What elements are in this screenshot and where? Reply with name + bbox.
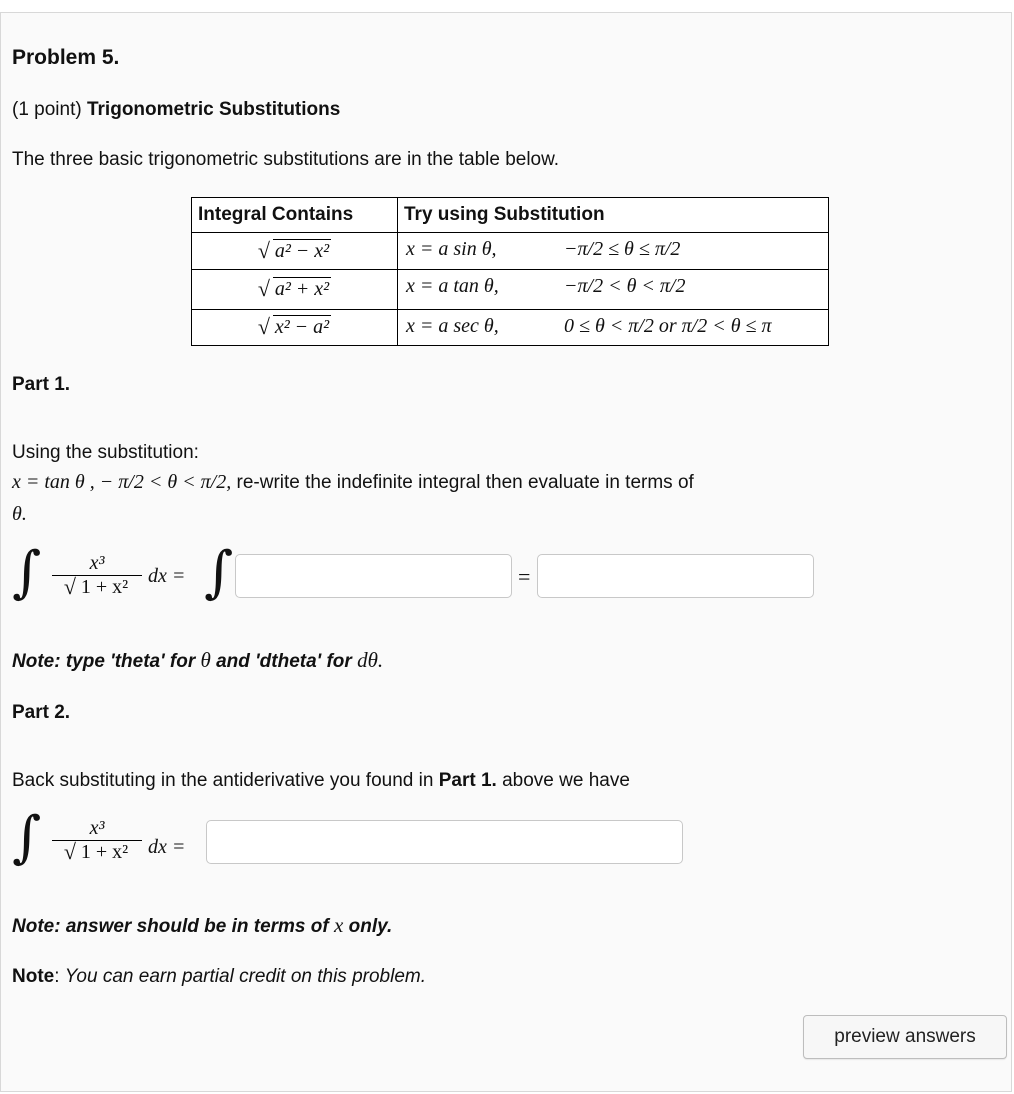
- footer-note-label: Note: [12, 966, 55, 987]
- substitution-expression: x = a sec θ,: [406, 315, 499, 337]
- part2-note: [12, 913, 392, 938]
- contains-cell: [192, 310, 398, 346]
- part1-substitution: x = tan θ , − π/2 < θ < π/2,: [12, 471, 232, 493]
- topic-title: Trigonometric Substitutions: [86, 99, 341, 120]
- part1-prompt: Using the substitution:: [12, 442, 199, 463]
- part1-integrand-denominator: [52, 575, 142, 599]
- part2-note-var: x: [334, 913, 344, 937]
- integral-sign-icon: ∫: [12, 805, 42, 870]
- header-integral-contains: Integral Contains: [192, 198, 398, 233]
- part2-integrand: [52, 817, 142, 864]
- substitution-expression: x = a tan θ,: [406, 275, 499, 297]
- footer-note-text: You can earn partial credit on this problem.: [64, 966, 427, 987]
- contains-expression: x² − a²: [274, 316, 330, 338]
- part2-den-text: 1 + x²: [80, 841, 129, 863]
- contains-expression: a² − x²: [274, 239, 330, 262]
- part2-integrand-denominator: [52, 840, 142, 864]
- part1-note-theta: θ: [200, 648, 211, 672]
- part1-heading: Part 1.: [12, 374, 71, 395]
- substitution-cell: [398, 310, 829, 346]
- part2-prompt-bold: Part 1.: [438, 770, 497, 791]
- integral-sign-icon: ∫: [12, 540, 42, 605]
- range-expression: −π/2 < θ < π/2: [564, 275, 686, 297]
- part2-dx-equals: dx =: [148, 836, 186, 858]
- part1-note-dtheta: dθ.: [357, 648, 384, 672]
- points-label: (1 point): [12, 99, 82, 120]
- substitution-cell: [398, 270, 829, 310]
- problem-title: Problem 5.: [12, 46, 120, 69]
- part2-answer-input[interactable]: [206, 820, 683, 864]
- part1-integrand-numerator: x³: [89, 552, 105, 574]
- range-expression: −π/2 ≤ θ ≤ π/2: [564, 238, 681, 260]
- part1-integrand: [52, 552, 142, 599]
- part1-answer-input-1[interactable]: [235, 554, 512, 598]
- part1-note-prefix: Note: type 'theta' for: [12, 651, 196, 672]
- part1-note: [12, 648, 383, 673]
- part2-note-suffix: only.: [348, 916, 393, 937]
- part1-note-mid: and 'dtheta' for: [216, 651, 352, 672]
- table-header-row: [192, 198, 829, 233]
- equals-sign: =: [518, 564, 531, 589]
- part1-dx-equals: dx =: [148, 565, 186, 587]
- contains-cell: [192, 270, 398, 310]
- part1-answer-field-2[interactable]: [538, 555, 813, 597]
- part2-prompt-after: above we have: [502, 770, 630, 791]
- part1-answer-field-1[interactable]: [236, 555, 511, 597]
- table-row: [192, 270, 829, 310]
- intro-text: The three basic trigonometric substitutions are in the table below.: [12, 149, 560, 170]
- part2-heading: Part 2.: [12, 702, 71, 723]
- preview-answers-button[interactable]: preview answers: [803, 1015, 1007, 1059]
- part1-answer-input-2[interactable]: [537, 554, 814, 598]
- table-row: [192, 233, 829, 270]
- part2-answer-field[interactable]: [207, 821, 682, 863]
- part2-integrand-numerator: x³: [89, 817, 105, 839]
- part2-note-prefix: Note: answer should be in terms of: [12, 916, 329, 937]
- substitution-cell: [398, 233, 829, 270]
- footer-note: [12, 966, 426, 988]
- range-expression: 0 ≤ θ < π/2 or π/2 < θ ≤ π: [564, 315, 772, 337]
- part2-prompt-before: Back substituting in the antiderivative you found in: [12, 770, 434, 791]
- integral-sign-icon: ∫: [204, 540, 234, 605]
- contains-cell: [192, 233, 398, 270]
- header-try-substitution: Try using Substitution: [398, 198, 829, 233]
- part1-instruction: re-write the indefinite integral then evaluate in terms of: [236, 472, 694, 493]
- part1-den-text: 1 + x²: [80, 576, 129, 598]
- problem-heading-line: [12, 99, 340, 121]
- part1-theta-end: θ.: [12, 503, 27, 525]
- part1-substitution-line: [12, 471, 694, 494]
- footer-note-colon: :: [54, 966, 60, 987]
- substitution-expression: x = a sin θ,: [406, 238, 497, 260]
- contains-expression: a² + x²: [274, 278, 330, 300]
- part2-prompt: [12, 770, 630, 792]
- substitution-table: [191, 197, 829, 346]
- table-row: [192, 310, 829, 346]
